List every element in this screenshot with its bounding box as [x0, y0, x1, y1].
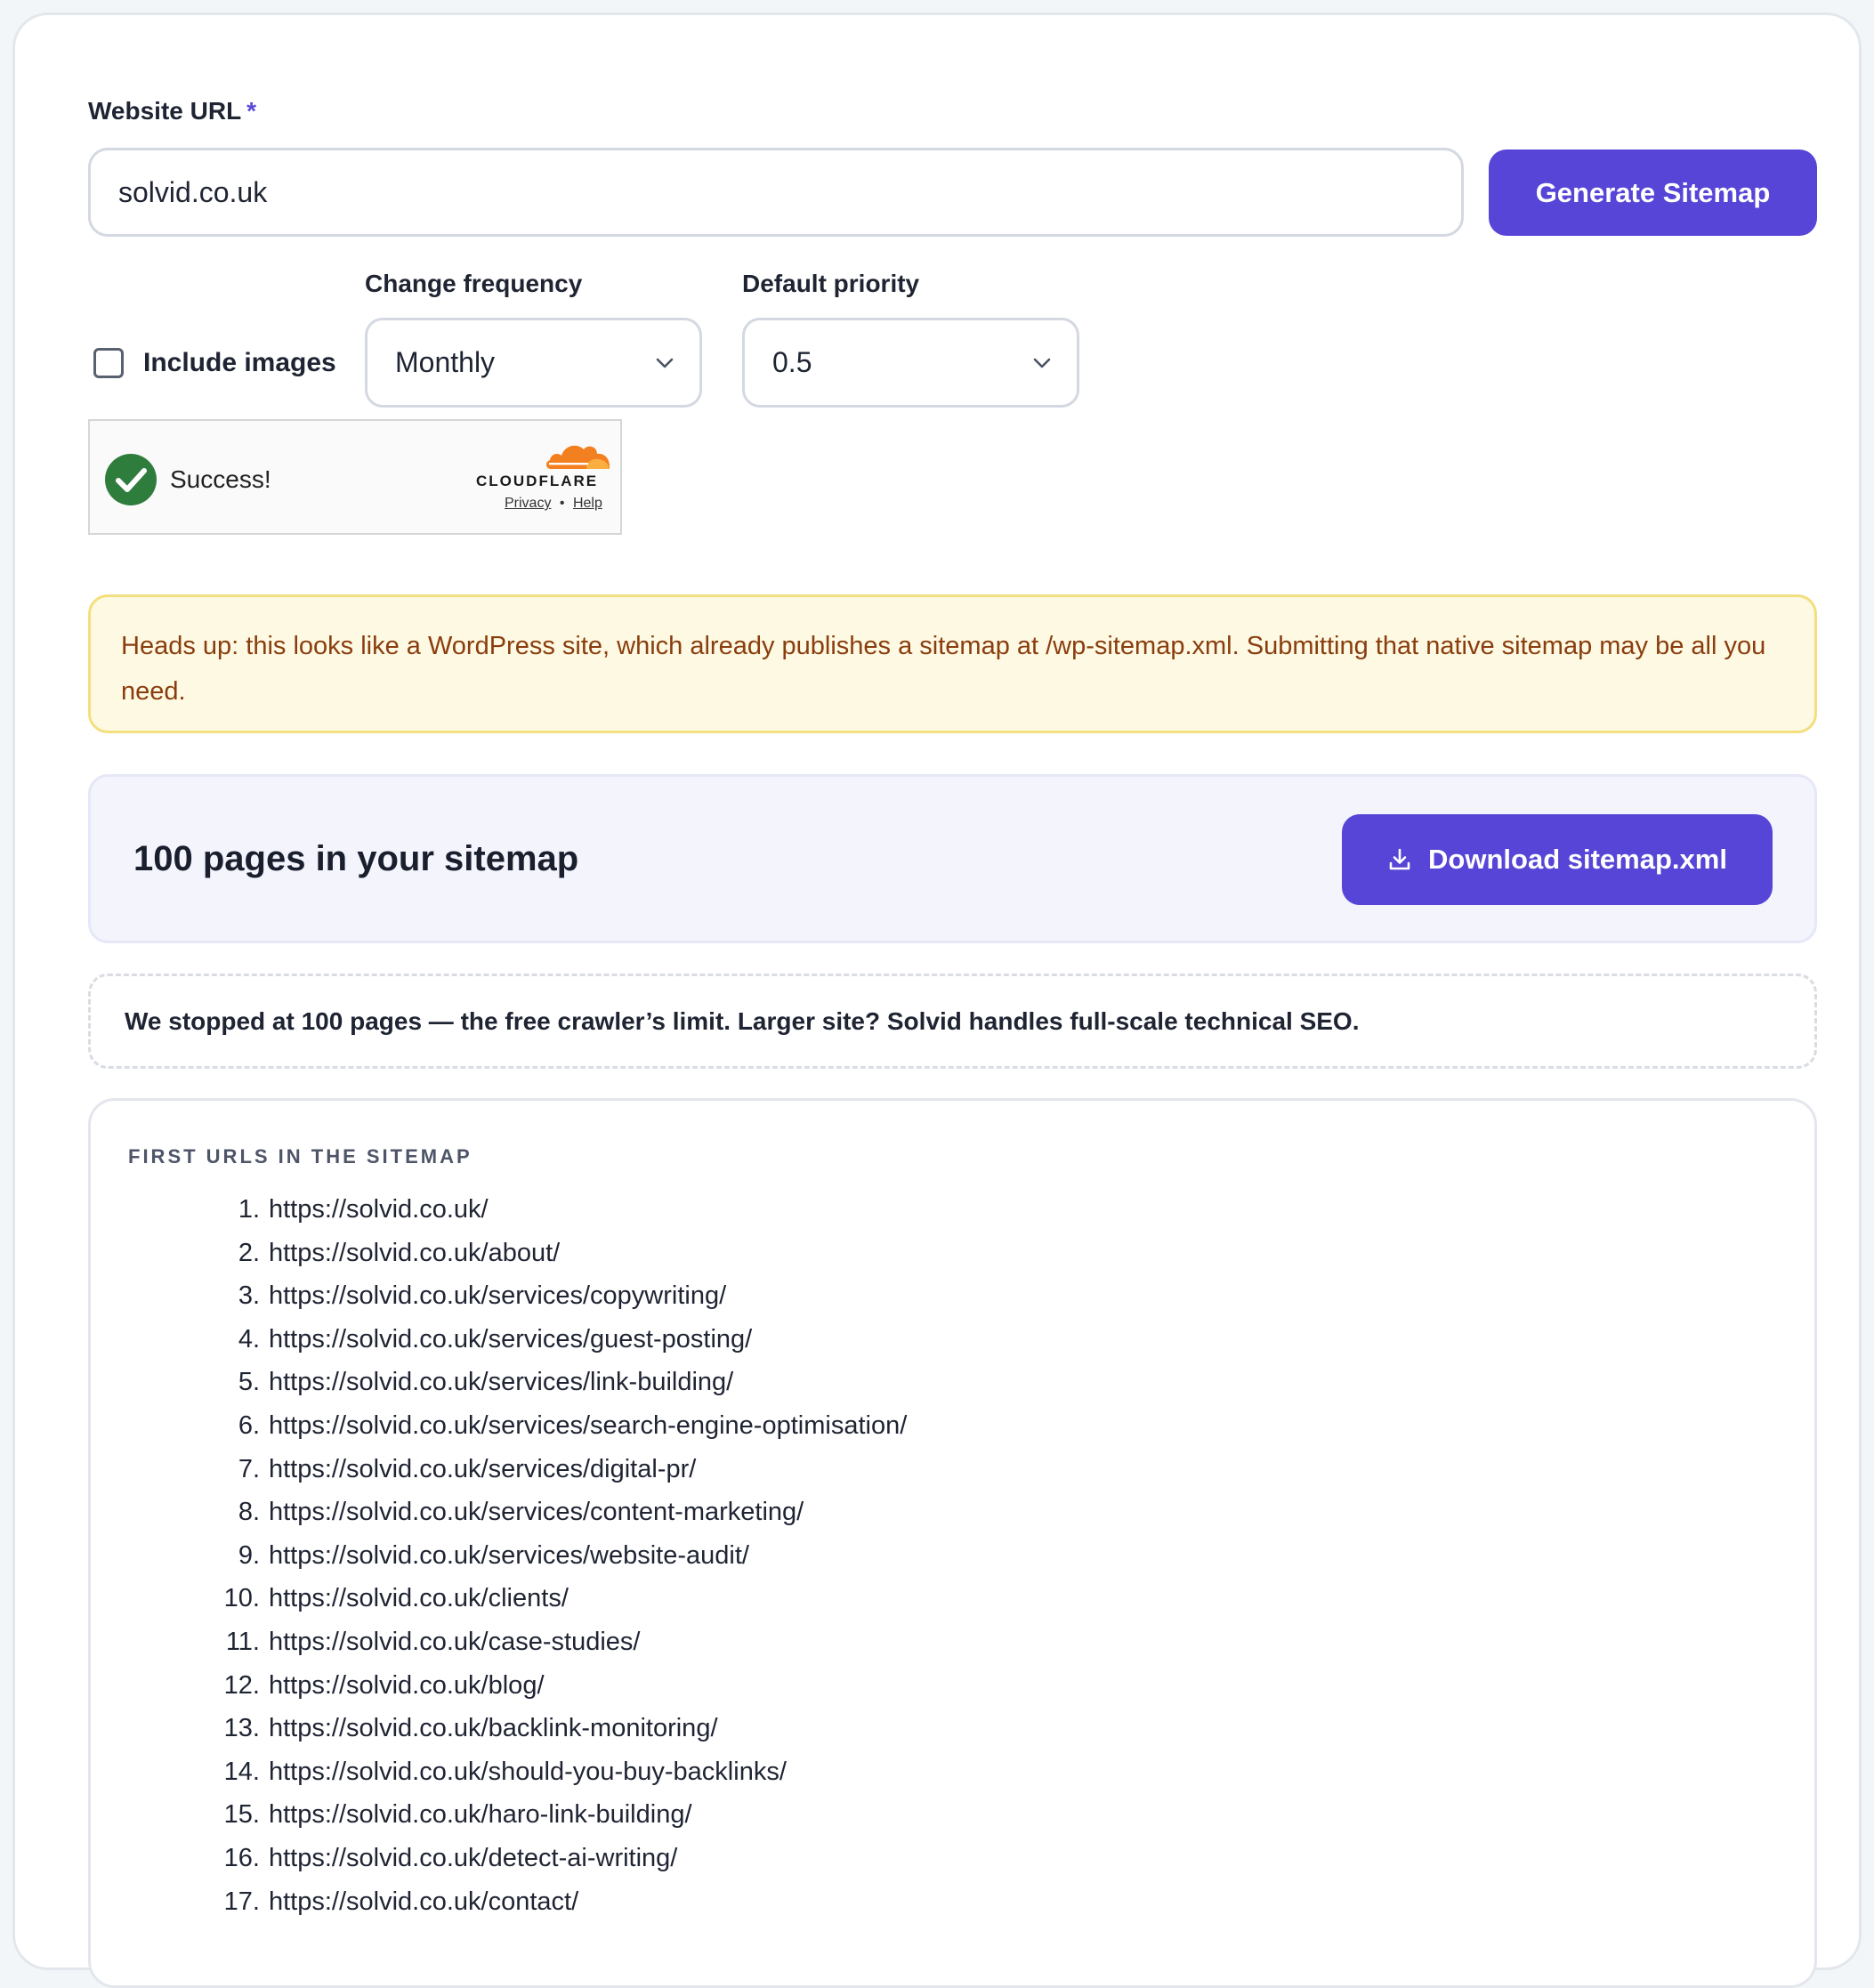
list-item: [91, 1448, 907, 1491]
list-item: [91, 1707, 907, 1750]
list-item: [91, 1837, 907, 1880]
include-images-checkbox[interactable]: [93, 348, 124, 378]
list-item-url: https://solvid.co.uk/about/: [269, 1238, 561, 1267]
list-item-number: 13.: [223, 1714, 260, 1743]
list-item-url: https://solvid.co.uk/clients/: [269, 1584, 569, 1613]
download-icon: [1387, 847, 1412, 872]
list-item: [91, 1620, 907, 1664]
list-item-number: 8.: [238, 1498, 260, 1527]
list-item-url: https://solvid.co.uk/services/copywriting/: [269, 1281, 727, 1311]
list-item-number: 3.: [238, 1281, 260, 1311]
list-item: [91, 1491, 907, 1534]
list-item: [91, 1404, 907, 1448]
generate-sitemap-label: Generate Sitemap: [1535, 176, 1771, 208]
url-list: [91, 1188, 907, 1923]
list-item-number: 11.: [225, 1627, 260, 1656]
turnstile-links: [505, 496, 602, 512]
wordpress-notice: [88, 594, 1817, 733]
website-url-value: solvid.co.uk: [118, 175, 268, 208]
list-item-number: 5.: [238, 1368, 260, 1397]
list-item-number: 10.: [223, 1584, 260, 1613]
default-priority-label: Default priority: [742, 270, 920, 297]
list-item-url: https://solvid.co.uk/backlink-monitoring/: [269, 1714, 718, 1743]
list-item-url: https://solvid.co.uk/contact/: [269, 1887, 579, 1916]
default-priority-select[interactable]: [742, 318, 1079, 408]
list-item: [91, 1274, 907, 1318]
list-item: [91, 1750, 907, 1794]
download-sitemap-label: Download sitemap.xml: [1428, 844, 1727, 875]
cloudflare-cloud-icon: [544, 440, 611, 471]
list-item-number: 16.: [223, 1843, 260, 1872]
list-item-number: 7.: [238, 1454, 260, 1483]
crawl-limit-text: We stopped at 100 pages — the free crawler’s limit. Larger site? Solvid handles full-scale technical SEO.: [125, 1006, 1360, 1035]
turnstile-status: Success!: [170, 465, 271, 493]
list-item-url: https://solvid.co.uk/: [269, 1195, 489, 1224]
change-frequency-label: Change frequency: [365, 270, 583, 297]
list-item-number: 1.: [238, 1195, 260, 1224]
include-images-label: Include images: [143, 348, 336, 377]
list-item: [91, 1880, 907, 1924]
list-item-url: https://solvid.co.uk/services/content-marketing/: [269, 1498, 804, 1527]
include-images-option[interactable]: [93, 348, 336, 378]
success-check-icon: [104, 453, 158, 506]
help-link[interactable]: Help: [572, 496, 602, 511]
website-url-input[interactable]: [88, 148, 1464, 237]
sitemap-summary: [88, 774, 1817, 943]
list-item-url: https://solvid.co.uk/detect-ai-writing/: [269, 1843, 678, 1872]
list-item-number: 17.: [223, 1887, 260, 1916]
chevron-down-icon: [1032, 357, 1052, 369]
chevron-down-icon: [655, 357, 674, 369]
cloudflare-turnstile-widget[interactable]: [88, 419, 622, 535]
list-item: [91, 1793, 907, 1837]
list-item: [91, 1664, 907, 1708]
download-sitemap-button[interactable]: [1342, 814, 1773, 905]
link-separator: •: [559, 496, 565, 511]
list-item-number: 9.: [238, 1540, 260, 1570]
list-item-url: https://solvid.co.uk/services/digital-pr/: [269, 1454, 697, 1483]
list-item: [91, 1318, 907, 1362]
first-urls-heading: FIRST URLS IN THE SITEMAP: [128, 1145, 473, 1168]
cloudflare-brand: CLOUDFLARE: [476, 473, 599, 489]
list-item-number: 2.: [238, 1238, 260, 1267]
change-frequency-value: Monthly: [395, 346, 496, 378]
crawl-limit-notice: [88, 974, 1817, 1069]
list-item-number: 4.: [238, 1324, 260, 1354]
list-item: [91, 1534, 907, 1578]
wordpress-notice-text: Heads up: this looks like a WordPress site, which already publishes a sitemap at /wp-sitemap.xml. Submitting that native sitemap may be all you need.: [121, 632, 1766, 706]
privacy-link[interactable]: Privacy: [505, 496, 552, 511]
first-urls-panel: [88, 1098, 1817, 1988]
sitemap-generator-card: [12, 12, 1862, 1970]
list-item: [91, 1188, 907, 1232]
list-item-url: https://solvid.co.uk/blog/: [269, 1670, 545, 1700]
list-item-url: https://solvid.co.uk/should-you-buy-backlinks/: [269, 1757, 787, 1786]
required-asterisk: *: [246, 97, 257, 125]
change-frequency-select[interactable]: [365, 318, 702, 408]
list-item-url: https://solvid.co.uk/services/website-audit/: [269, 1540, 749, 1570]
list-item-url: https://solvid.co.uk/services/search-engine-optimisation/: [269, 1410, 908, 1440]
list-item-number: 6.: [238, 1410, 260, 1440]
default-priority-value: 0.5: [772, 346, 812, 378]
list-item-url: https://solvid.co.uk/case-studies/: [269, 1627, 641, 1656]
list-item-url: https://solvid.co.uk/services/guest-posting/: [269, 1324, 753, 1354]
website-url-label-text: Website URL: [88, 97, 242, 125]
list-item-number: 14.: [223, 1757, 260, 1786]
list-item: [91, 1577, 907, 1620]
list-item-url: https://solvid.co.uk/services/link-building/: [269, 1368, 734, 1397]
list-item: [91, 1361, 907, 1404]
list-item: [91, 1232, 907, 1275]
list-item-url: https://solvid.co.uk/haro-link-building/: [269, 1800, 692, 1830]
list-item-number: 15.: [223, 1800, 260, 1830]
generate-sitemap-button[interactable]: [1489, 150, 1817, 236]
page-count-heading: 100 pages in your sitemap: [133, 839, 579, 878]
website-url-label: [88, 97, 256, 125]
list-item-number: 12.: [223, 1670, 260, 1700]
